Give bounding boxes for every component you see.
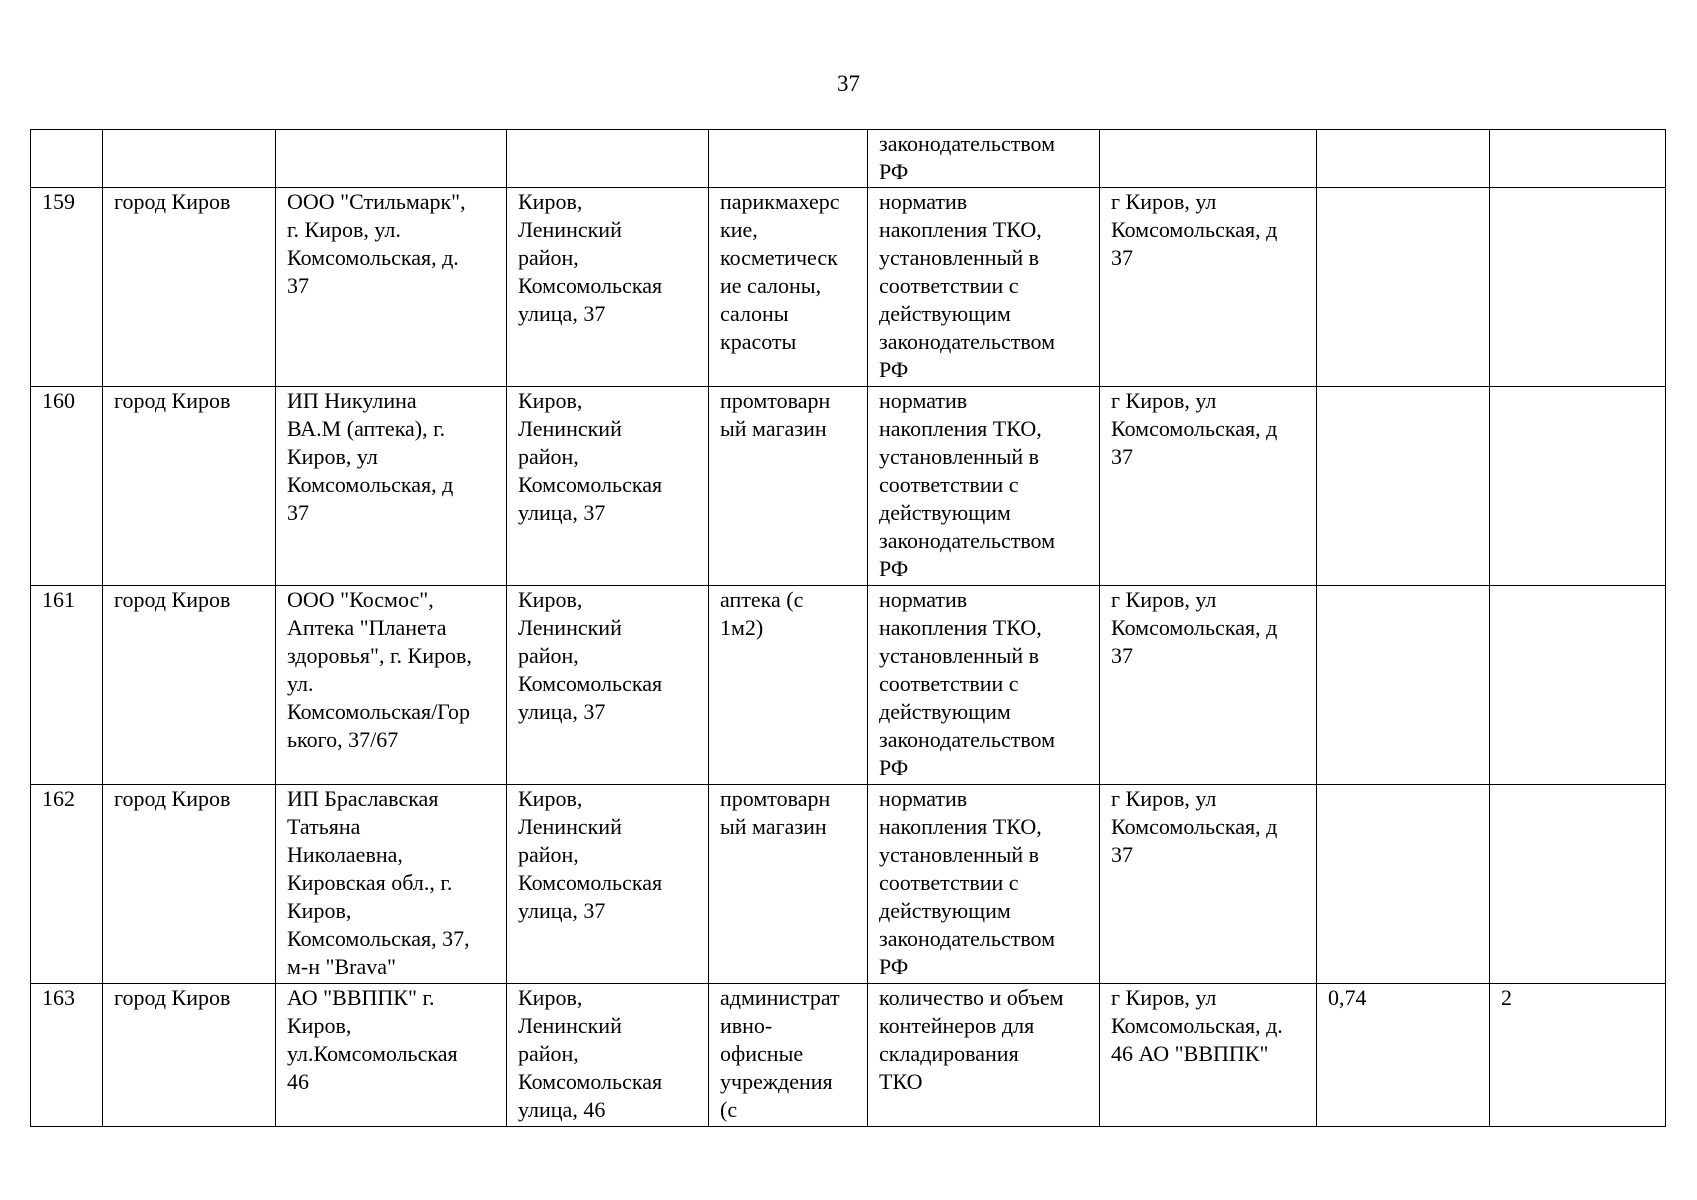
cell-line: 46 [287,1069,309,1094]
cell-address [507,984,709,1127]
cell-line: Комсомольская, д [1111,814,1278,839]
cell-line: Ленинский [518,814,622,839]
cell-line: г. Киров, ул. [287,217,401,242]
cell-line: норматив [879,786,968,811]
table-row [31,785,1666,984]
cell-line: аптека (с [720,587,804,612]
cell-line: норматив [879,587,968,612]
cell-count [1490,130,1666,188]
cell-line: Ленинский [518,615,622,640]
cell-line: Комсомольская [518,870,663,895]
table-body [31,130,1666,1127]
cell-line: г Киров, ул [1111,985,1217,1010]
cell-address [507,387,709,586]
cell-line: установленный в [879,245,1040,270]
cell-line: Комсомольская, д [287,472,454,497]
cell-line: улица, 37 [518,699,606,724]
cell-line: АО "ВВППК" г. [287,985,435,1010]
cell-address [507,785,709,984]
table-row [31,188,1666,387]
cell-line: салоны [720,301,789,326]
cell-line: м-н "Brava" [287,954,397,979]
cell-line: ВА.М (аптека), г. [287,416,446,441]
cell-municipality [103,130,276,188]
cell-category [709,586,868,785]
cell-line: количество и объем [879,985,1064,1010]
cell-line: Комсомольская, д. [287,245,459,270]
cell-line: ООО "Космос", [287,587,434,612]
cell-line: Киров, [518,189,583,214]
cell-line: Татьяна [287,814,361,839]
cell-line: кие, [720,217,758,242]
cell-line: Комсомольская [518,273,663,298]
cell-calculation [868,188,1100,387]
cell-category [709,130,868,188]
cell-address [507,586,709,785]
cell-line: Ленинский [518,416,622,441]
page-number: 37 [837,71,860,96]
cell-count: 2 [1490,984,1666,1127]
cell-line: парикмахерс [720,189,840,214]
cell-municipality: город Киров [103,586,276,785]
cell-line: район, [518,1041,579,1066]
cell-line: установленный в [879,842,1040,867]
cell-category [709,387,868,586]
cell-line: 37 [1111,842,1133,867]
cell-line: Комсомольская [518,1069,663,1094]
cell-line: ИП Никулина [287,388,417,413]
cell-count [1490,188,1666,387]
cell-line: законодательством [879,727,1056,752]
cell-line: промтоварн [720,388,831,413]
cell-volume [1317,387,1490,586]
cell-line: Киров, [518,786,583,811]
cell-count [1490,387,1666,586]
cell-line: норматив [879,388,968,413]
cell-line: накопления ТКО, [879,615,1042,640]
cell-number: 159 [31,188,103,387]
cell-organization [276,586,507,785]
cell-category [709,188,868,387]
cell-count [1490,586,1666,785]
table-row [31,586,1666,785]
cell-line: законодательством [879,329,1056,354]
cell-line: 37 [287,500,309,525]
cell-line: законодательством [879,528,1056,553]
table-row [31,387,1666,586]
cell-line: 46 АО "ВВППК" [1111,1041,1269,1066]
cell-line: Комсомольская [518,472,663,497]
cell-line: Комсомольская, д [1111,615,1278,640]
cell-line: РФ [879,954,909,979]
cell-line: Киров, [518,388,583,413]
cell-line: промтоварн [720,786,831,811]
cell-number [31,130,103,188]
cell-category [709,785,868,984]
cell-line: улица, 37 [518,898,606,923]
cell-municipality: город Киров [103,188,276,387]
cell-line: действующим [879,301,1011,326]
cell-calculation [868,387,1100,586]
cell-line: улица, 46 [518,1097,606,1122]
cell-line: офисные [720,1041,804,1066]
cell-line: Ленинский [518,1013,622,1038]
cell-container-site [1100,785,1317,984]
cell-calculation [868,586,1100,785]
cell-line: Комсомольская/Гор [287,699,470,724]
cell-line: г Киров, ул [1111,587,1217,612]
cell-line: установленный в [879,643,1040,668]
cell-line: ый магазин [720,416,827,441]
cell-line: 1м2) [720,615,764,640]
cell-container-site [1100,984,1317,1127]
cell-line: район, [518,842,579,867]
cell-line: Комсомольская, 37, [287,926,470,951]
cell-volume [1317,586,1490,785]
cell-line: соответствии с [879,870,1019,895]
cell-line: здоровья", г. Киров, [287,643,472,668]
cell-line: РФ [879,159,909,184]
cell-line: ивно- [720,1013,773,1038]
cell-line: ООО "Стильмарк", [287,189,466,214]
cell-line: 37 [1111,643,1133,668]
cell-line: г Киров, ул [1111,189,1217,214]
cell-organization [276,130,507,188]
cell-container-site [1100,586,1317,785]
cell-line: законодательством [879,131,1056,156]
cell-line: 37 [1111,444,1133,469]
cell-line: Комсомольская, д. [1111,1013,1283,1038]
cell-count [1490,785,1666,984]
cell-line: установленный в [879,444,1040,469]
cell-line: ый магазин [720,814,827,839]
cell-line: учреждения [720,1069,833,1094]
cell-number: 163 [31,984,103,1127]
cell-calculation [868,984,1100,1127]
cell-line: ИП Браславская [287,786,439,811]
waste-sites-table [30,129,1666,1127]
cell-line: ького, 37/67 [287,727,399,752]
cell-volume: 0,74 [1317,984,1490,1127]
cell-number: 161 [31,586,103,785]
cell-line: складирования [879,1041,1019,1066]
cell-address [507,130,709,188]
cell-line: район, [518,444,579,469]
cell-line: район, [518,643,579,668]
cell-line: ул. [287,671,314,696]
cell-number: 162 [31,785,103,984]
cell-organization [276,785,507,984]
cell-line: соответствии с [879,273,1019,298]
cell-line: ул.Комсомольская [287,1041,458,1066]
cell-volume [1317,188,1490,387]
cell-line: ТКО [879,1069,923,1094]
cell-line: законодательством [879,926,1056,951]
cell-container-site [1100,130,1317,188]
cell-line: Ленинский [518,217,622,242]
cell-line: Кировская обл., г. [287,870,453,895]
cell-line: РФ [879,755,909,780]
cell-line: действующим [879,699,1011,724]
cell-address [507,188,709,387]
table-row [31,984,1666,1127]
cell-line: Аптека "Планета [287,615,447,640]
cell-line: красоты [720,329,797,354]
cell-line: район, [518,245,579,270]
cell-line: норматив [879,189,968,214]
cell-line: Комсомольская, д [1111,416,1278,441]
cell-category [709,984,868,1127]
cell-municipality: город Киров [103,387,276,586]
cell-line: улица, 37 [518,500,606,525]
cell-line: Киров, [518,587,583,612]
cell-line: накопления ТКО, [879,814,1042,839]
cell-container-site [1100,387,1317,586]
cell-line: Киров, ул [287,444,378,469]
cell-line: косметическ [720,245,838,270]
cell-line: РФ [879,357,909,382]
cell-municipality: город Киров [103,785,276,984]
cell-line: РФ [879,556,909,581]
cell-line: (с [720,1097,738,1122]
cell-line: Комсомольская, д [1111,217,1278,242]
cell-line: Киров, [287,898,352,923]
cell-calculation [868,785,1100,984]
cell-line: Комсомольская [518,671,663,696]
cell-line: 37 [287,273,309,298]
cell-line: накопления ТКО, [879,217,1042,242]
cell-line: г Киров, ул [1111,786,1217,811]
cell-line: 37 [1111,245,1133,270]
cell-line: накопления ТКО, [879,416,1042,441]
cell-line: г Киров, ул [1111,388,1217,413]
cell-container-site [1100,188,1317,387]
cell-line: ие салоны, [720,273,822,298]
continuation-row [31,130,1666,188]
cell-organization [276,387,507,586]
cell-line: действующим [879,898,1011,923]
cell-calculation [868,130,1100,188]
cell-line: улица, 37 [518,301,606,326]
cell-volume [1317,130,1490,188]
cell-line: контейнеров для [879,1013,1035,1038]
cell-line: Киров, [287,1013,352,1038]
cell-organization [276,188,507,387]
cell-municipality: город Киров [103,984,276,1127]
cell-line: соответствии с [879,671,1019,696]
cell-line: Киров, [518,985,583,1010]
cell-line: Николаевна, [287,842,403,867]
cell-line: действующим [879,500,1011,525]
cell-organization [276,984,507,1127]
cell-number: 160 [31,387,103,586]
cell-line: администрат [720,985,840,1010]
cell-line: соответствии с [879,472,1019,497]
cell-volume [1317,785,1490,984]
